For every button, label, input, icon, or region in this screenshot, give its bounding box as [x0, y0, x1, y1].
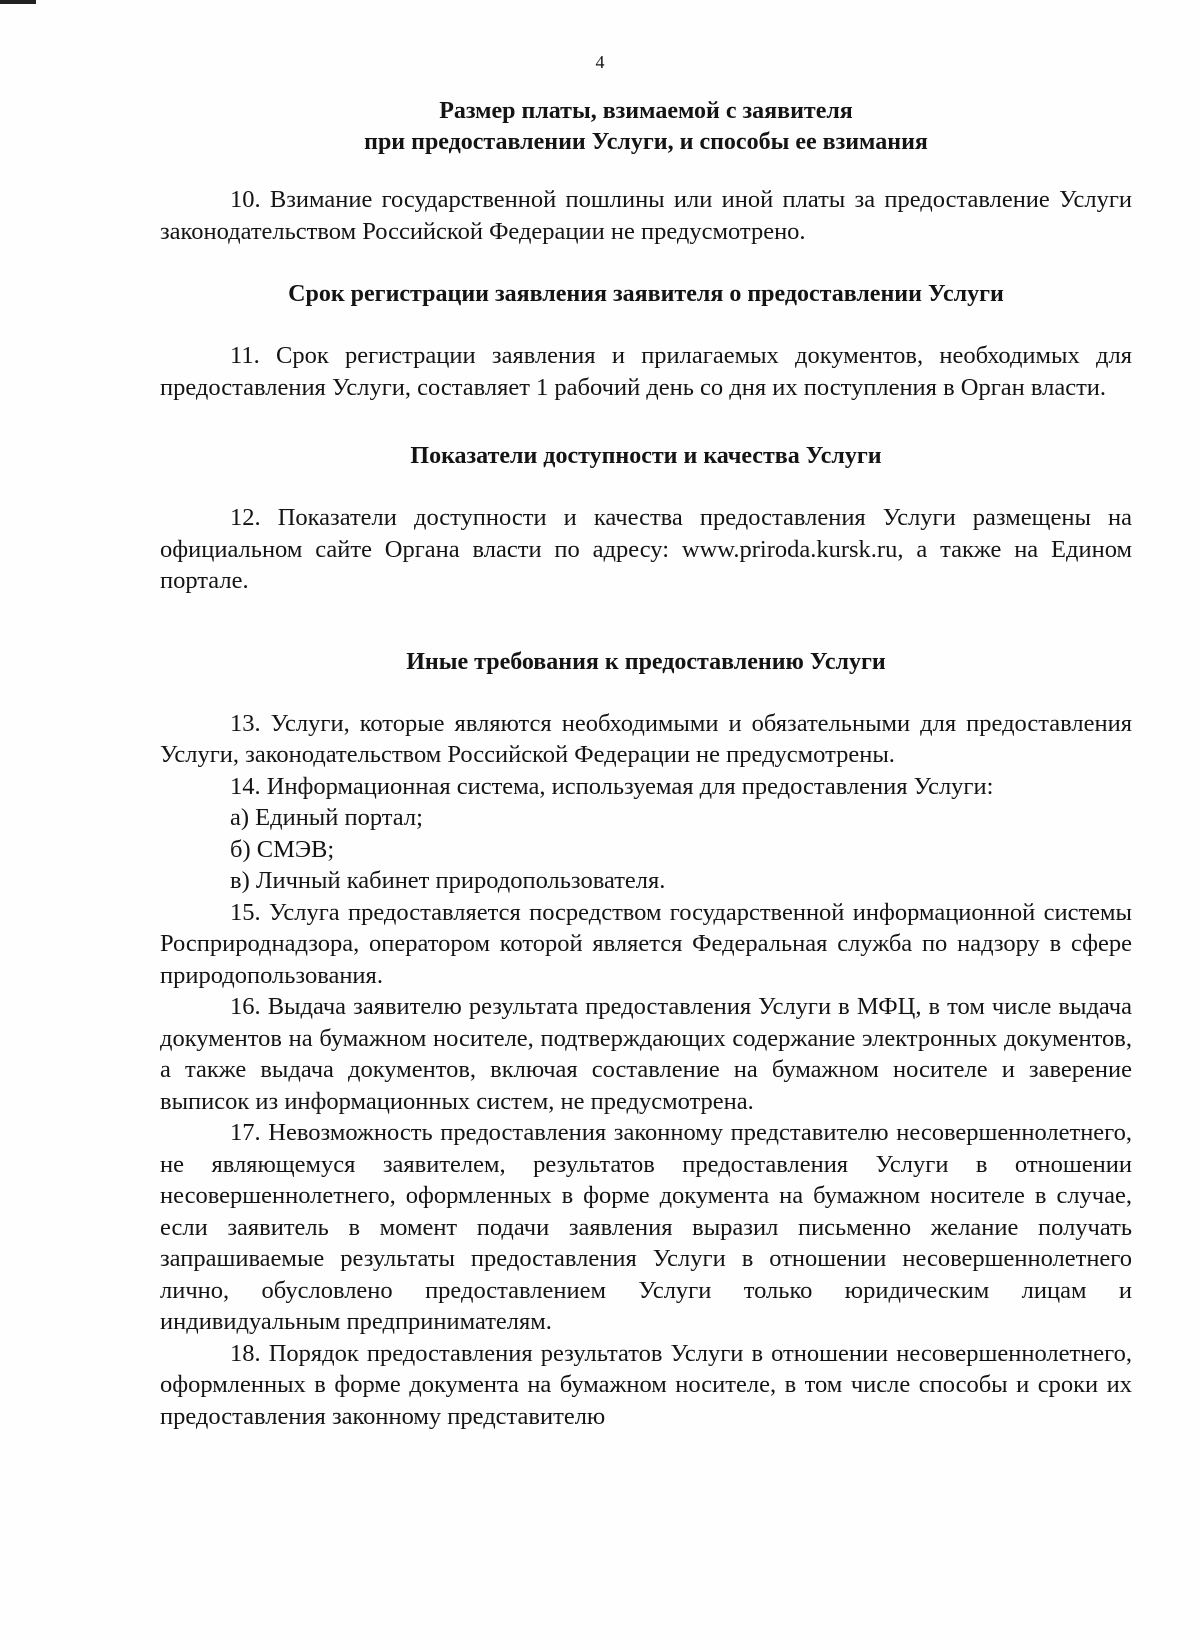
registration-heading: Срок регистрации заявления заявителя о предоставлении Услуги — [288, 281, 1004, 307]
paragraph-12-tail: , а также на Едином портале. — [160, 535, 1132, 594]
paragraph-15: 15. Услуга предоставляется посредством государственной информационной системы Росприроднадзора, оператором которой является Федеральная служба по надзору в сфере природопользования. — [160, 898, 1132, 989]
fee-heading — [160, 96, 1132, 158]
paragraph-12 — [160, 502, 1132, 597]
accessibility-heading: Показатели доступности и качества Услуги — [410, 443, 882, 469]
paragraph-17: 17. Невозможность предоставления законному представителю несовершеннолетнего, не являющемуся заявителем, результатов предоставления Услуги в отношении несовершеннолетнего, оформленных в форме документа на бумажном носителе в случае, если заявитель в момент подачи заявления выразил письменно желание получать запрашиваемые результаты предоставления Услуги в отношении несовершеннолетнего лично, обусловлено предоставлением Услуги только юридическим лицам и индивидуальным предпринимателям. — [160, 1119, 1132, 1335]
other-requirements-heading: Иные требования к предоставлению Услуги — [406, 648, 886, 675]
paragraph-16: 16. Выдача заявителю результата предоставления Услуги в МФЦ, в том числе выдача документов на бумажном носителе, подтверждающих содержание электронных документов, а также выдача документов, включая составление на бумажном носителе и заверение выписок из информационных систем, не предусмотрена. — [160, 993, 1132, 1115]
fee-heading-line1: Размер платы, взимаемой с заявителя — [439, 98, 853, 124]
fee-heading-line2: при предоставлении Услуги, и способы ее взимания — [364, 129, 928, 155]
list-item-a: а) Единый портал; — [230, 804, 423, 831]
page-number: 4 — [595, 52, 605, 72]
paragraph-12-text: 12. Показатели доступности и качества предоставления Услуги размещены на официальном сайте Органа власти по адресу: — [160, 504, 1132, 563]
paragraph-14: 14. Информационная система, используемая для предоставления Услуги: — [230, 772, 994, 800]
list-item-b: б) СМЭВ; — [230, 835, 335, 863]
paragraph-13: 13. Услуги, которые являются необходимыми и обязательными для предоставления Услуги, законодательством Российской Федерации не предусмотрены. — [160, 709, 1132, 768]
list-item-c: в) Личный кабинет природопользователя. — [230, 867, 666, 894]
document-body — [160, 96, 1132, 1432]
paragraph-10: 10. Взимание государственной пошлины или иной платы за предоставление Услуги законодательством Российской Федерации не предусмотрено. — [160, 186, 1132, 245]
paragraph-11: 11. Срок регистрации заявления и прилагаемых документов, необходимых для предоставления Услуги, составляет 1 рабочий день со дня их поступления в Орган власти. — [160, 342, 1132, 401]
website-link[interactable]: www.priroda.kursk.ru — [681, 535, 898, 563]
paragraph-18: 18. Порядок предоставления результатов Услуги в отношении несовершеннолетнего, оформленных в форме документа на бумажном носителе, в том числе способы и сроки их предоставления законному представителю — [160, 1339, 1132, 1430]
scan-edge-mark — [0, 0, 36, 4]
